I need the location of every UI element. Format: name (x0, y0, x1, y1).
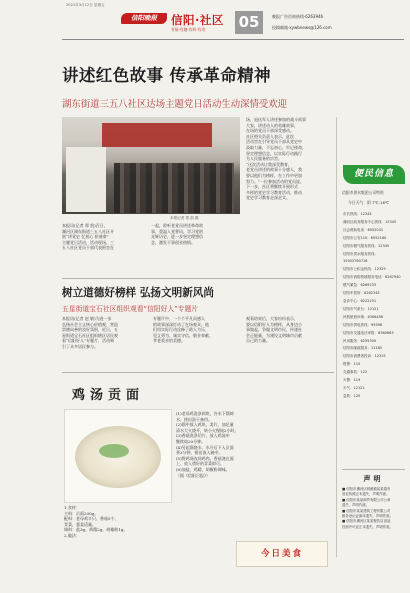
weather-label: 今日天气：阴 (348, 200, 371, 205)
email-address: xywbnews@126.com (289, 25, 332, 30)
section-rule (62, 278, 334, 279)
text-line: 青菜、葱姜适量。 (64, 521, 96, 527)
text-line: (2)锅中放入鸡块、姜片，加足量 (176, 422, 234, 428)
notice-item: 税务登记证副本遗失，声明作废。 (342, 514, 393, 519)
lead-headline: 讲述红色故事 传承革命精神 (62, 66, 271, 85)
text-line: 孝老爱亲的美德。 (153, 338, 185, 344)
conv-item: 民航航班问询：6306456 (343, 314, 384, 319)
text-line: 们用实际行动诠释了助人为乐、 (153, 327, 209, 333)
conv-item: 信阳市消防救援服务电话：6267940 (343, 275, 401, 280)
conv-item: 信阳市邮政服务：11185 (343, 346, 383, 351)
slogan: 有情·有趣·有料·有用 (171, 27, 205, 32)
text-line: 五八社区党员干部代表围坐在 (62, 245, 114, 251)
conv-item: 信阳车管所：6262345 (343, 291, 380, 296)
text-line: (5)将鸡汤连同鸡肉、香菇浇在面 (176, 455, 234, 461)
text-line: 一起，聆听老党员讲述革命故 (151, 223, 203, 228)
conv-item: 信阳市燃气服务热线：12345 (343, 243, 390, 248)
conv-item: 天气：12121 (343, 385, 365, 390)
text-line: 下一步，社区将继续开展形式 (246, 184, 298, 190)
date-line: 2021年3月12日 星期五 (66, 3, 105, 7)
text-line: 自己的力量。 (246, 338, 270, 344)
email-label: 投稿邮箱· (272, 25, 290, 30)
second-col1 (62, 316, 148, 350)
conv-item: 民用服务：6255300 (343, 338, 377, 343)
brand-logo (121, 13, 167, 24)
text-line: 清水大火烧开，转小火慢炖2小时。 (176, 427, 239, 433)
text-line: 星街道宝石社区组织辖区居民观 (62, 332, 118, 338)
text-line: 念，激发干事创业热情。 (151, 239, 195, 245)
notice-rule (342, 469, 405, 470)
text-line: 要以他们为榜样，在工作中更加 (246, 172, 302, 178)
hotline-line (272, 14, 323, 20)
text-line: (3)香菇洗净切片，放入鸡汤中 (176, 433, 230, 439)
brand-logo-text: 信阳晚报 (131, 14, 157, 22)
text-line: 崇德向善的良好氛围，近日，五 (62, 327, 118, 333)
photo-caption: 本报记者 郑 凯 摄 (170, 216, 199, 220)
conv-item: 交通事故：122 (343, 370, 368, 375)
text-line: 要以信阳好人为榜样，从身边小 (246, 321, 302, 327)
conv-list (343, 211, 405, 401)
text-line: 事，重温入党誓词，学习党的 (151, 228, 203, 234)
hotline-number: 6263946 (305, 14, 324, 19)
notice-item: ■ 信阳市某某建筑工程有限公司 (342, 508, 391, 513)
text-line: 活动旨在引导党员干部从党史中 (246, 139, 302, 145)
text-line: 继续炖20分钟。 (176, 438, 206, 444)
greens-shape (99, 444, 129, 458)
text-line: 汲取力量，不忘初心，牢记使命， (246, 144, 306, 150)
text-line: (6)加盐、鸡精、胡椒粉调味。 (176, 466, 230, 472)
text-line: 观看结束后，大家纷纷表示， (246, 316, 298, 321)
lead-subhead: 湖东街道三五八社区达场主题党日活动生动深情受欢迎 (62, 99, 288, 110)
second-col2 (153, 316, 239, 344)
text-line: 光辉历史，进一步坚定理想信 (151, 234, 203, 240)
text-line: 配料：老母鸡半只、香菇5个、 (64, 516, 119, 522)
notice-item: 经营许可证正本遗失，声明作废。 (342, 524, 393, 529)
text-line: 专题片中，一个个平凡而感人 (153, 316, 205, 321)
second-subhead: 五星街道宝石社区组织观看“信阳好人”专题片 (62, 305, 199, 313)
text-line: 为人民服务的宗旨。 (246, 156, 282, 162)
conv-item: 社会救助电话：6552041 (343, 227, 384, 232)
text-line: “这次活动让我深受教育， (246, 161, 293, 167)
lead-side-column (246, 117, 332, 201)
text-line: (4)另起锅烧水，水开后下入贡面 (176, 444, 234, 450)
weather-value: 7℃-16℃ (372, 200, 390, 205)
text-line: 见义勇为、诚实守信、敬业奉献、 (153, 332, 213, 338)
recipe-title: 鸡汤贡面 (72, 388, 145, 403)
notice-item: 遗失，声明作废。 (342, 503, 370, 508)
text-line: 会正能量，为建设文明城市贡献 (246, 332, 302, 338)
conv-item: 信阳市消费者投诉：12315 (343, 354, 386, 359)
lead-photo (62, 117, 240, 214)
text-line: 煮3分钟，捞出放入碗中。 (176, 450, 223, 456)
text-line: 水，捞出沥干备用。 (176, 416, 212, 422)
banner-shape (102, 123, 212, 147)
notice-item: ■ 信阳市浉河区某某餐饮店食品 (342, 519, 391, 524)
recipe-photo (64, 409, 172, 503)
text-line: 本报讯(记者 郑 凯)百日， (62, 223, 108, 228)
email-line (272, 25, 332, 31)
conv-item: 火警：119 (343, 378, 361, 383)
conv-item: 急救：120 (343, 393, 361, 398)
notice-list (342, 487, 405, 530)
conv-item: 报警：110 (343, 362, 361, 367)
conv-banner (343, 165, 405, 184)
text-line: 本报讯(记者 赵 敏)为进一步 (62, 316, 112, 321)
page-number: 05 (238, 13, 260, 31)
conv-item: 15503760718 (343, 259, 368, 264)
text-line: 展“讲党史 忆初心 担使命” (62, 234, 109, 240)
text-line: 看“信阳好人”专题片，活动吸 (62, 338, 115, 344)
text-line: （据《信阳日报》） (176, 472, 210, 478)
today-food-label: 今日美食 (260, 549, 303, 559)
second-headline: 树立道德好榜样 弘扬文明新风尚 (62, 287, 214, 299)
text-line: (1)老母鸡洗净剁块，冷水下锅焯 (176, 411, 234, 416)
conv-sub: 信阳市供水集团公司特供 (342, 190, 384, 195)
conv-item: 信阳市气象台：12121 (343, 306, 379, 311)
conv-item: 信阳市交通违法举报：6360663 (343, 330, 394, 335)
conv-item: 信阳市公积金热线：12329 (343, 267, 386, 272)
masthead-rule (62, 39, 404, 40)
second-col3 (246, 316, 332, 344)
recipe-ingredients (64, 505, 168, 539)
lead-body-col1 (62, 223, 146, 251)
text-line: 老党员讲述的故事十分感人，我 (246, 167, 302, 173)
conv-item: 信阳市供水服务热线： (343, 251, 378, 256)
notice-item: ■ 信阳市某某商贸有限公司公章 (342, 497, 391, 502)
conv-item: 市长热线：12345 (343, 212, 372, 216)
text-line: 社区相关负责人表示，此次 (246, 133, 294, 139)
conv-item: 急诊中心：6222251 (343, 298, 377, 303)
text-line: 党史学习教育走深走实。 (246, 195, 290, 201)
notice-item: ■ 信阳市浉河区明港镇某某超市 (342, 487, 391, 491)
text-line: 浉河区湖东街道三五八社区开 (62, 228, 114, 234)
text-line: 坚定理想信念，以实际行动践行 (246, 150, 302, 156)
text-line: 弘扬社会主义核心价值观，营造 (62, 321, 118, 327)
text-line: 多样的党史学习教育活动，推动 (246, 189, 302, 195)
lead-body-col2 (151, 223, 239, 245)
window-shape (66, 147, 106, 212)
column-divider (336, 117, 337, 557)
page-number-box (235, 11, 263, 34)
conv-item: 浉河区政务服务中心热线：12345 (343, 219, 397, 224)
text-line: 努力。”一位参加活动的党员说。 (246, 178, 305, 184)
text-line: 引了众多居民参与。 (62, 343, 98, 349)
text-line: 主题党日活动，活动现场，三 (62, 239, 114, 245)
text-line: 场，退伍军人讲述参加的战斗故事 (246, 117, 306, 122)
conv-item: 燃气紧急：6269233 (343, 283, 377, 288)
conv-banner-text: 便民信息 (353, 169, 394, 179)
weather-line (348, 200, 389, 206)
notice-item: 营业执照正本遗失，声明作废。 (342, 492, 390, 497)
notice-title: 声明 (363, 474, 384, 483)
section-title: 信阳·社区 (171, 13, 224, 27)
text-line: 在场的党员干部深受感动。 (246, 128, 294, 134)
text-line: 主料：贡面200g。 (64, 510, 99, 516)
text-line: 1.食材： (64, 505, 80, 510)
recipe-steps (176, 411, 334, 478)
hotline-label: 晚报广告咨询热线· (272, 14, 306, 19)
text-line: 上，放入烫好的青菜即可。 (176, 461, 224, 467)
today-food-box (236, 541, 328, 567)
text-line: 大家，讲述动人的英雄故事， (246, 122, 298, 128)
text-line: 事做起，争做文明市民，传递社 (246, 327, 302, 333)
text-line: 的故事深深打动了在场观众，他 (153, 321, 209, 327)
text-line: 2.做法： (64, 532, 80, 538)
conv-item: 信阳市供电热线：95598 (343, 322, 383, 327)
section-rule (62, 372, 334, 373)
audience-shape (114, 163, 234, 213)
conv-item: 信阳市公安110：6552160 (343, 235, 387, 240)
text-line: 调料：盐3g、鸡精2g、胡椒粉1g。 (64, 527, 128, 533)
